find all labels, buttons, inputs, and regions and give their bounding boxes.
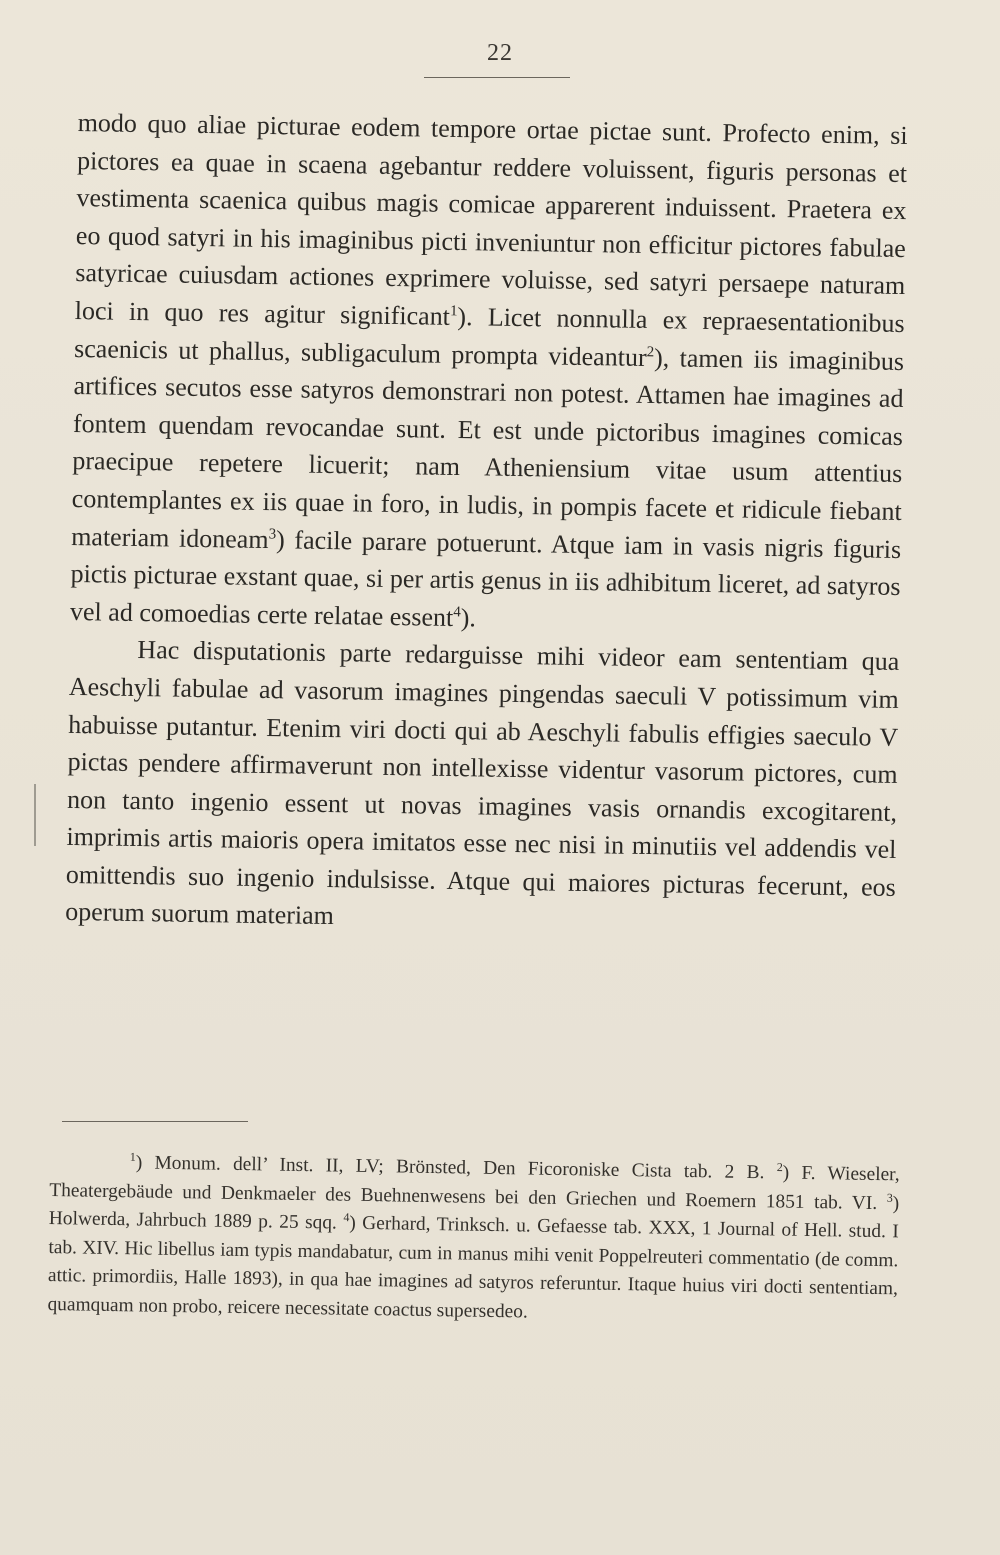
page-number: 22 [487, 40, 513, 66]
header-rule [424, 77, 570, 78]
footnote-3-text: ) Holwerda, Jahrbuch 1889 p. 25 sqq. [48, 1192, 900, 1234]
paragraph-1 [70, 104, 908, 643]
paragraph-1-segment-1: modo quo aliae picturae eodem tempore ortae pictae sunt. Profecto enim, si pictores ea quae in scaena agebantur reddere voluissent, figuris personas et vestimenta scaenica quibus magis comicae apparerent induissent. Praetera ex eo quod satyri in his imaginibus picti inveniuntur non efficitur pictores fabulae satyricae cuiusdam actiones exprimere voluisse, sed satyri persaepe naturam loci in quo res agitur significant [74, 107, 908, 331]
footnote-1 [129, 1149, 765, 1184]
footnote-ref-2: 2 [646, 343, 655, 360]
footnote-1-mark: 1 [129, 1149, 136, 1164]
footnote-2-text: ) F. Wieseler, Theatergebäude und Denkmaeler des Buehnenwesens bei den Griechen und Roemern 1851 tab. VI. [49, 1162, 900, 1214]
footnote-1-text: ) Monum. dell’ Inst. II, LV; Brönsted, Den Ficoroniske Cista tab. 2 B. [135, 1152, 765, 1184]
footnote-rule [62, 1121, 248, 1122]
footnote-2-mark: 2 [776, 1159, 783, 1175]
footnote-ref-4: 4 [453, 604, 461, 621]
footnotes [47, 1148, 900, 1333]
paragraph-1-segment-3: ), tamen iis imaginibus artifices secutos esse satyros demonstrari non potest. Attamen hae imagines ad fontem quendam revocandae sunt. Et est unde pictoribus imagines comicas praecipue repetere licuerit; nam Atheniensium vitae usum attentius contemplantes ex iis quae in foro, in ludis, in pompis facete et ridicule fiebant materiam idoneam [70, 342, 905, 554]
footnote-4-mark: 4 [343, 1210, 350, 1225]
paragraph-1-segment-2: ). Licet nonnulla ex repraesentationibus scaenicis ut phallus, subligaculum prompta videantur [73, 301, 905, 372]
paragraph-1-segment-5: ). [460, 602, 477, 633]
paragraph-2: Hac disputationis parte redarguisse mihi videor eam sententiam qua Aeschyli fabulae ad vasorum imagines pingendas saeculi V potissimum vim habuisse putantur. Etenim viri docti qui ab Aeschyli fabulis effigies saeculo V pictas pendere affirmaverunt non intellexisse videntur vasorum pictores, cum non tanto ingenio essent ut novas imagines vasis ornandis excogitarent, imprimis artis maioris opera imitatos esse nec nisi in minutiis vel addendis vel omittendis suo ingenio indulsisse. Atque qui maiores picturas fecerunt, eos operum suorum materiam [65, 635, 900, 931]
footnote-3-mark: 3 [886, 1190, 893, 1205]
margin-pencil-mark [34, 784, 36, 846]
paragraph-1-segment-4: ) facile parare potuerunt. Atque iam in vasis nigris figuris pictis picturae exstant quae, si per artis genus in iis adhibitum liceret, ad satyros vel ad comoedias certe relatae essent [69, 524, 902, 632]
footnote-ref-1: 1 [449, 303, 458, 320]
footnote-ref-3: 3 [268, 525, 277, 543]
main-text [65, 104, 908, 944]
footnote-4-text: ) Gerhard, Trinksch. u. Gefaesse tab. XXX, 1 Journal of Hell. stud. I tab. XIV. Hic libellus iam typis mandabatur, cum in manus mihi venit Poppelreuteri commentatio (de comm. attic. primordiis, Halle 1893), in qua hae imagines ad satyros referuntur. Itaque huius viri docti sententiam, quamquam non probo, reicere necessitate coactus supersedeo. [47, 1212, 899, 1323]
